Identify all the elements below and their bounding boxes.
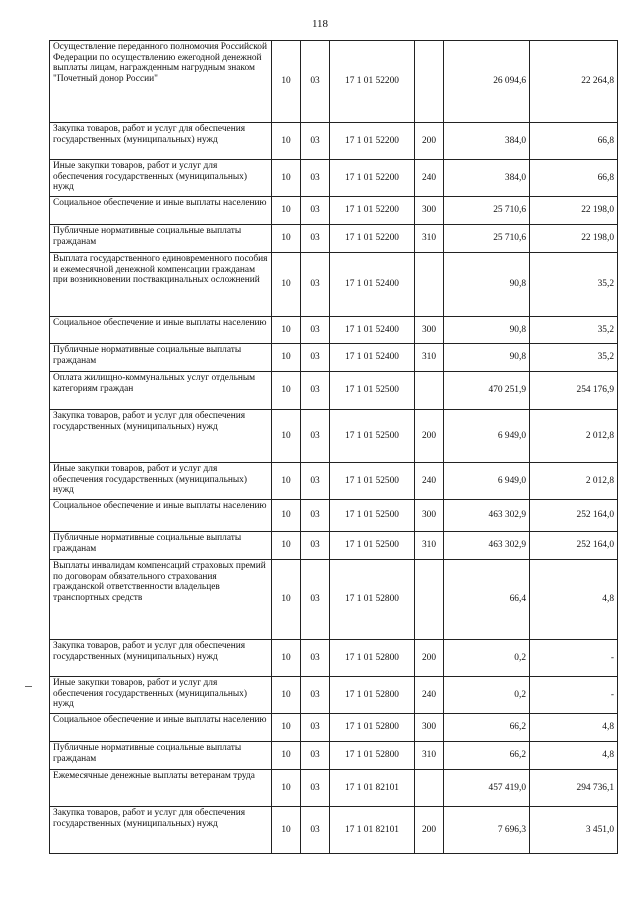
target-article-code: 17 1 01 52200 xyxy=(330,197,415,225)
expense-type-code: 300 xyxy=(415,500,444,532)
target-article-code: 17 1 01 52200 xyxy=(330,123,415,160)
target-article-code: 17 1 01 52500 xyxy=(330,463,415,500)
amount-1: 384,0 xyxy=(444,160,530,197)
subsection-code: 03 xyxy=(301,677,330,714)
amount-2: 4,8 xyxy=(530,714,618,742)
row-name: Публичные нормативные социальные выплаты гражданам xyxy=(50,344,272,372)
section-code: 10 xyxy=(272,742,301,770)
amount-1: 6 949,0 xyxy=(444,463,530,500)
section-code: 10 xyxy=(272,372,301,410)
subsection-code: 03 xyxy=(301,560,330,640)
amount-1: 66,4 xyxy=(444,560,530,640)
target-article-code: 17 1 01 52400 xyxy=(330,253,415,317)
amount-1: 384,0 xyxy=(444,123,530,160)
target-article-code: 17 1 01 52500 xyxy=(330,372,415,410)
section-code: 10 xyxy=(272,640,301,677)
target-article-code: 17 1 01 52800 xyxy=(330,742,415,770)
amount-1: 463 302,9 xyxy=(444,500,530,532)
target-article-code: 17 1 01 82101 xyxy=(330,807,415,854)
table-row xyxy=(50,500,618,532)
subsection-code: 03 xyxy=(301,372,330,410)
amount-2: - xyxy=(530,640,618,677)
amount-2: 66,8 xyxy=(530,160,618,197)
budget-table xyxy=(49,40,618,854)
amount-2: 252 164,0 xyxy=(530,532,618,560)
amount-1: 457 419,0 xyxy=(444,770,530,807)
row-name: Осуществление переданного полномочия Российской Федерации по осуществлению ежегодной денежной выплаты лицам, награжденным нагрудным знаком "Почетный донор России" xyxy=(50,41,272,123)
table-row xyxy=(50,410,618,463)
amount-2: 35,2 xyxy=(530,253,618,317)
table-row xyxy=(50,742,618,770)
amount-1: 470 251,9 xyxy=(444,372,530,410)
target-article-code: 17 1 01 52400 xyxy=(330,317,415,344)
amount-2: 4,8 xyxy=(530,742,618,770)
row-name: Оплата жилищно-коммунальных услуг отдельным категориям граждан xyxy=(50,372,272,410)
expense-type-code xyxy=(415,560,444,640)
expense-type-code: 200 xyxy=(415,807,444,854)
amount-1: 6 949,0 xyxy=(444,410,530,463)
section-code: 10 xyxy=(272,160,301,197)
row-name: Закупка товаров, работ и услуг для обеспечения государственных (муниципальных) нужд xyxy=(50,123,272,160)
amount-1: 7 696,3 xyxy=(444,807,530,854)
subsection-code: 03 xyxy=(301,532,330,560)
section-code: 10 xyxy=(272,560,301,640)
subsection-code: 03 xyxy=(301,41,330,123)
expense-type-code xyxy=(415,372,444,410)
table-row xyxy=(50,532,618,560)
amount-2: 2 012,8 xyxy=(530,410,618,463)
table-row xyxy=(50,225,618,253)
subsection-code: 03 xyxy=(301,463,330,500)
amount-2: 22 198,0 xyxy=(530,197,618,225)
section-code: 10 xyxy=(272,807,301,854)
section-code: 10 xyxy=(272,41,301,123)
page-number: 118 xyxy=(311,18,329,30)
row-name: Закупка товаров, работ и услуг для обеспечения государственных (муниципальных) нужд xyxy=(50,640,272,677)
target-article-code: 17 1 01 52800 xyxy=(330,714,415,742)
row-name: Иные закупки товаров, работ и услуг для обеспечения государственных (муниципальных) нужд xyxy=(50,463,272,500)
row-name: Социальное обеспечение и иные выплаты населению xyxy=(50,197,272,225)
expense-type-code: 200 xyxy=(415,123,444,160)
table-row xyxy=(50,560,618,640)
row-name: Социальное обеспечение и иные выплаты населению xyxy=(50,500,272,532)
row-name: Публичные нормативные социальные выплаты гражданам xyxy=(50,532,272,560)
row-name: Социальное обеспечение и иные выплаты населению xyxy=(50,714,272,742)
subsection-code: 03 xyxy=(301,160,330,197)
expense-type-code: 310 xyxy=(415,532,444,560)
table-row xyxy=(50,197,618,225)
table-row xyxy=(50,807,618,854)
row-name: Ежемесячные денежные выплаты ветеранам труда xyxy=(50,770,272,807)
row-name: Социальное обеспечение и иные выплаты населению xyxy=(50,317,272,344)
amount-2: 252 164,0 xyxy=(530,500,618,532)
table-row xyxy=(50,41,618,123)
amount-1: 0,2 xyxy=(444,677,530,714)
amount-1: 90,8 xyxy=(444,317,530,344)
target-article-code: 17 1 01 52800 xyxy=(330,560,415,640)
expense-type-code xyxy=(415,770,444,807)
margin-mark xyxy=(25,686,32,687)
target-article-code: 17 1 01 52200 xyxy=(330,41,415,123)
section-code: 10 xyxy=(272,770,301,807)
amount-1: 66,2 xyxy=(444,742,530,770)
section-code: 10 xyxy=(272,677,301,714)
table-row xyxy=(50,253,618,317)
amount-2: 2 012,8 xyxy=(530,463,618,500)
target-article-code: 17 1 01 52800 xyxy=(330,640,415,677)
subsection-code: 03 xyxy=(301,640,330,677)
amount-1: 0,2 xyxy=(444,640,530,677)
table-row xyxy=(50,317,618,344)
subsection-code: 03 xyxy=(301,123,330,160)
amount-2: 294 736,1 xyxy=(530,770,618,807)
amount-1: 90,8 xyxy=(444,253,530,317)
subsection-code: 03 xyxy=(301,500,330,532)
subsection-code: 03 xyxy=(301,714,330,742)
amount-1: 463 302,9 xyxy=(444,532,530,560)
row-name: Публичные нормативные социальные выплаты гражданам xyxy=(50,225,272,253)
expense-type-code: 310 xyxy=(415,225,444,253)
table-row xyxy=(50,714,618,742)
section-code: 10 xyxy=(272,123,301,160)
row-name: Закупка товаров, работ и услуг для обеспечения государственных (муниципальных) нужд xyxy=(50,807,272,854)
table-row xyxy=(50,463,618,500)
amount-1: 90,8 xyxy=(444,344,530,372)
subsection-code: 03 xyxy=(301,344,330,372)
subsection-code: 03 xyxy=(301,770,330,807)
row-name: Публичные нормативные социальные выплаты гражданам xyxy=(50,742,272,770)
target-article-code: 17 1 01 82101 xyxy=(330,770,415,807)
expense-type-code: 240 xyxy=(415,160,444,197)
subsection-code: 03 xyxy=(301,742,330,770)
row-name: Закупка товаров, работ и услуг для обеспечения государственных (муниципальных) нужд xyxy=(50,410,272,463)
amount-2: - xyxy=(530,677,618,714)
expense-type-code: 200 xyxy=(415,410,444,463)
section-code: 10 xyxy=(272,344,301,372)
target-article-code: 17 1 01 52400 xyxy=(330,344,415,372)
expense-type-code: 310 xyxy=(415,344,444,372)
expense-type-code: 300 xyxy=(415,714,444,742)
amount-2: 35,2 xyxy=(530,344,618,372)
row-name: Иные закупки товаров, работ и услуг для обеспечения государственных (муниципальных) нужд xyxy=(50,677,272,714)
amount-1: 66,2 xyxy=(444,714,530,742)
expense-type-code xyxy=(415,253,444,317)
expense-type-code: 200 xyxy=(415,640,444,677)
section-code: 10 xyxy=(272,463,301,500)
target-article-code: 17 1 01 52200 xyxy=(330,160,415,197)
target-article-code: 17 1 01 52500 xyxy=(330,532,415,560)
amount-1: 26 094,6 xyxy=(444,41,530,123)
section-code: 10 xyxy=(272,225,301,253)
expense-type-code: 300 xyxy=(415,317,444,344)
expense-type-code: 300 xyxy=(415,197,444,225)
target-article-code: 17 1 01 52800 xyxy=(330,677,415,714)
subsection-code: 03 xyxy=(301,410,330,463)
row-name: Выплата государственного единовременного пособия и ежемесячной денежной компенсации гражданам при возникновении поствакцинальных осложнений xyxy=(50,253,272,317)
table-body xyxy=(50,41,618,854)
expense-type-code: 310 xyxy=(415,742,444,770)
section-code: 10 xyxy=(272,197,301,225)
amount-2: 22 198,0 xyxy=(530,225,618,253)
table-row xyxy=(50,372,618,410)
subsection-code: 03 xyxy=(301,317,330,344)
row-name: Иные закупки товаров, работ и услуг для обеспечения государственных (муниципальных) нужд xyxy=(50,160,272,197)
expense-type-code xyxy=(415,41,444,123)
amount-2: 66,8 xyxy=(530,123,618,160)
expense-type-code: 240 xyxy=(415,463,444,500)
amount-1: 25 710,6 xyxy=(444,197,530,225)
section-code: 10 xyxy=(272,317,301,344)
section-code: 10 xyxy=(272,532,301,560)
table-row xyxy=(50,770,618,807)
target-article-code: 17 1 01 52500 xyxy=(330,410,415,463)
table-row xyxy=(50,344,618,372)
target-article-code: 17 1 01 52200 xyxy=(330,225,415,253)
section-code: 10 xyxy=(272,500,301,532)
subsection-code: 03 xyxy=(301,807,330,854)
table-row xyxy=(50,677,618,714)
subsection-code: 03 xyxy=(301,197,330,225)
section-code: 10 xyxy=(272,253,301,317)
amount-2: 3 451,0 xyxy=(530,807,618,854)
subsection-code: 03 xyxy=(301,225,330,253)
table-row xyxy=(50,160,618,197)
subsection-code: 03 xyxy=(301,253,330,317)
amount-1: 25 710,6 xyxy=(444,225,530,253)
amount-2: 4,8 xyxy=(530,560,618,640)
amount-2: 35,2 xyxy=(530,317,618,344)
table-row xyxy=(50,123,618,160)
section-code: 10 xyxy=(272,410,301,463)
expense-type-code: 240 xyxy=(415,677,444,714)
amount-2: 22 264,8 xyxy=(530,41,618,123)
target-article-code: 17 1 01 52500 xyxy=(330,500,415,532)
amount-2: 254 176,9 xyxy=(530,372,618,410)
section-code: 10 xyxy=(272,714,301,742)
row-name: Выплаты инвалидам компенсаций страховых премий по договорам обязательного страхования гражданской ответственности владельцев транспортных средств xyxy=(50,560,272,640)
table-row xyxy=(50,640,618,677)
